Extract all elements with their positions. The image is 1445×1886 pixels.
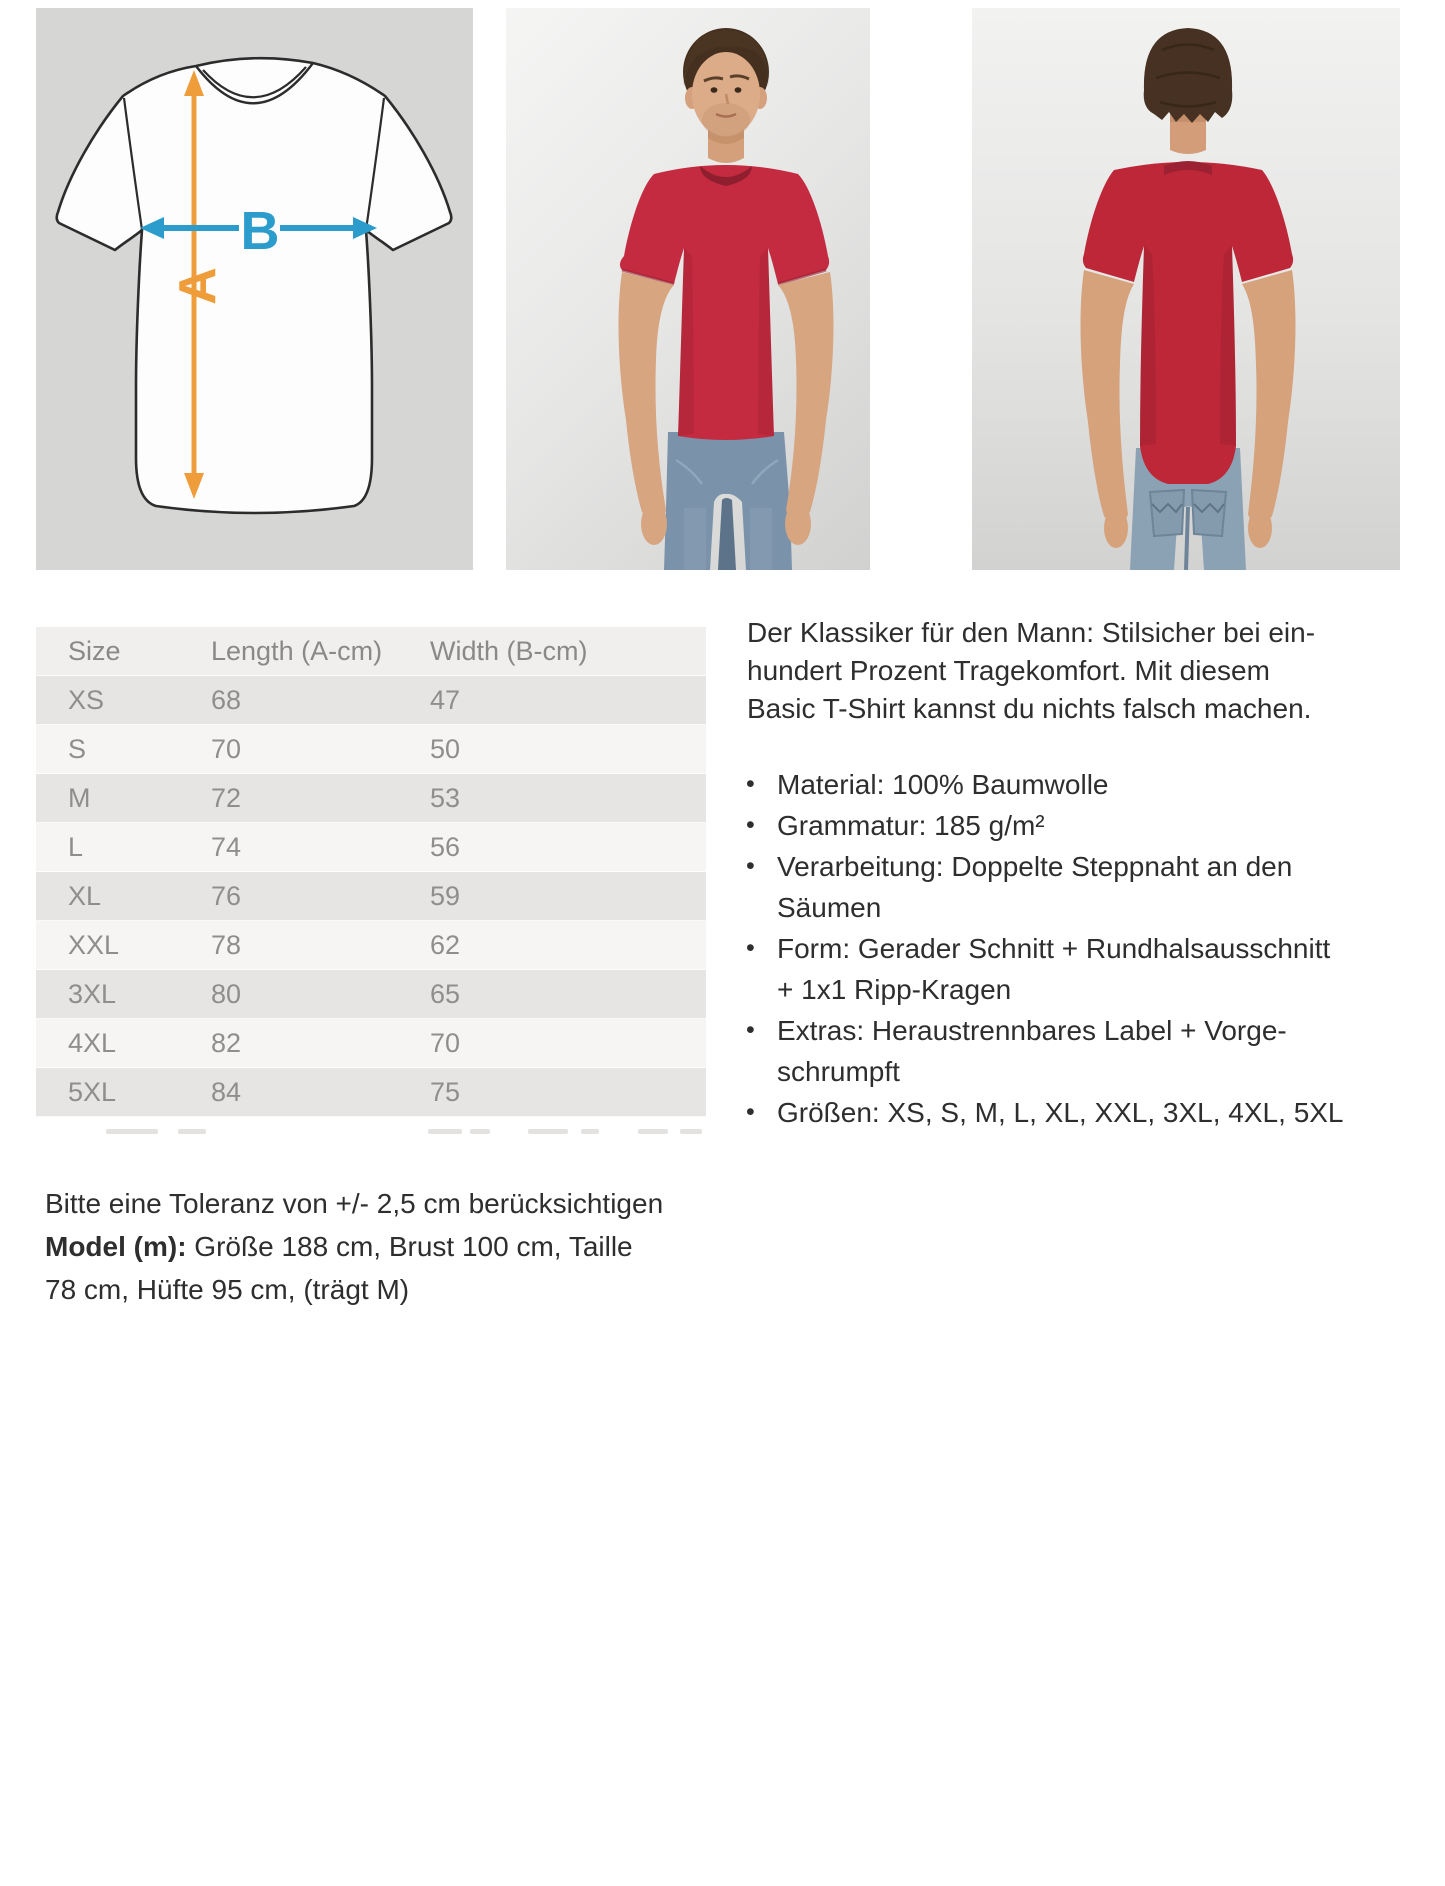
size-diagram-panel (36, 8, 473, 570)
length-cell: 70 (211, 733, 242, 764)
table-row (36, 872, 706, 921)
list-item (746, 928, 1344, 969)
table-row (36, 1068, 706, 1117)
model-back-figure (1081, 28, 1296, 570)
width-cell: 50 (430, 733, 461, 764)
width-column-header: Width (B-cm) (430, 635, 588, 666)
head-back (1144, 28, 1233, 123)
length-cell: 76 (211, 880, 242, 911)
list-item-text: Extras: Heraustrennbares Label + Vorge- (777, 1015, 1287, 1046)
length-label: A (169, 267, 227, 305)
width-cell: 62 (430, 929, 461, 960)
length-cell: 68 (211, 684, 242, 715)
model-back-illustration (972, 8, 1400, 570)
model-back-photo (972, 8, 1400, 570)
bullet-icon: • (746, 852, 755, 880)
list-item-text: Form: Gerader Schnitt + Rundhalsausschnitt (777, 933, 1331, 964)
table-cropped-row-artifact (36, 1127, 706, 1136)
length-cell: 80 (211, 978, 242, 1009)
size-cell: L (68, 831, 84, 862)
width-cell: 70 (430, 1027, 461, 1058)
size-cell: 4XL (68, 1027, 117, 1058)
list-item-continuation (746, 887, 1344, 928)
size-column-header: Size (68, 635, 121, 666)
list-item (746, 1092, 1344, 1133)
bullet-icon: • (746, 770, 755, 798)
model-front-illustration (506, 8, 870, 570)
size-table-header-row (36, 627, 706, 676)
description-line: Der Klassiker für den Mann: Stilsicher bei ein- (747, 617, 1316, 648)
width-cell: 53 (430, 782, 461, 813)
product-description (747, 614, 1315, 728)
model-info-line (45, 1225, 663, 1268)
jeans-front (664, 432, 792, 570)
list-item (746, 764, 1344, 805)
list-item-continuation (746, 969, 1344, 1010)
width-cell: 56 (430, 831, 461, 862)
size-cell: 3XL (68, 978, 117, 1009)
length-column-header: Length (A-cm) (211, 635, 383, 666)
model-info-text: Größe 188 cm, Brust 100 cm, Taille (186, 1231, 633, 1262)
tshirt-measurement-diagram (36, 8, 473, 570)
description-line: hundert Prozent Tragekomfort. Mit diesem (747, 655, 1270, 686)
length-cell: 78 (211, 929, 242, 960)
width-cell: 47 (430, 684, 461, 715)
list-item-text: Grammatur: 185 g/m² (777, 810, 1045, 841)
bullet-spacer (746, 887, 777, 928)
tolerance-note: Bitte eine Toleranz von +/- 2,5 cm berücksichtigen (45, 1188, 664, 1219)
model-front-photo (506, 8, 870, 570)
list-item-text: Größen: XS, S, M, L, XL, XXL, 3XL, 4XL, 5XL (777, 1097, 1344, 1128)
width-cell: 59 (430, 880, 461, 911)
table-row (36, 1019, 706, 1068)
table-row (36, 676, 706, 725)
list-item-text: Material: 100% Baumwolle (777, 769, 1109, 800)
size-cell: XS (68, 684, 105, 715)
product-feature-list (746, 764, 1344, 1133)
list-item (746, 1010, 1344, 1051)
length-cell: 82 (211, 1027, 242, 1058)
size-cell: XL (68, 880, 102, 911)
description-line: Basic T-Shirt kannst du nichts falsch machen. (747, 693, 1312, 724)
size-cell: S (68, 733, 87, 764)
table-row (36, 823, 706, 872)
model-front-figure (619, 28, 834, 570)
bullet-spacer (746, 1051, 777, 1092)
width-cell: 65 (430, 978, 461, 1009)
list-item-continuation (746, 1051, 1344, 1092)
bullet-spacer (746, 969, 777, 1010)
head-front (683, 28, 769, 137)
size-cell: 5XL (68, 1076, 117, 1107)
bullet-icon: • (746, 1016, 755, 1044)
table-row (36, 970, 706, 1019)
size-cell: XXL (68, 929, 120, 960)
length-cell: 74 (211, 831, 242, 862)
bullet-icon: • (746, 811, 755, 839)
measurement-notes (45, 1182, 663, 1311)
table-row (36, 774, 706, 823)
list-item-text: + 1x1 Ripp-Kragen (777, 974, 1012, 1005)
list-item (746, 805, 1344, 846)
bullet-icon: • (746, 934, 755, 962)
model-info-line2: 78 cm, Hüfte 95 cm, (trägt M) (45, 1274, 410, 1305)
size-cell: M (68, 782, 91, 813)
model-info-label: Model (m): (45, 1231, 187, 1262)
length-cell: 72 (211, 782, 242, 813)
tshirt-outline (57, 58, 452, 513)
list-item-text: Säumen (777, 892, 882, 923)
table-row (36, 921, 706, 970)
width-label: B (240, 201, 280, 261)
list-item-text: schrumpft (777, 1056, 900, 1087)
bullet-icon: • (746, 1098, 755, 1126)
list-item-text: Verarbeitung: Doppelte Steppnaht an den (777, 851, 1293, 882)
width-cell: 75 (430, 1076, 461, 1107)
list-item (746, 846, 1344, 887)
size-table (36, 627, 706, 1117)
table-row (36, 725, 706, 774)
length-cell: 84 (211, 1076, 242, 1107)
